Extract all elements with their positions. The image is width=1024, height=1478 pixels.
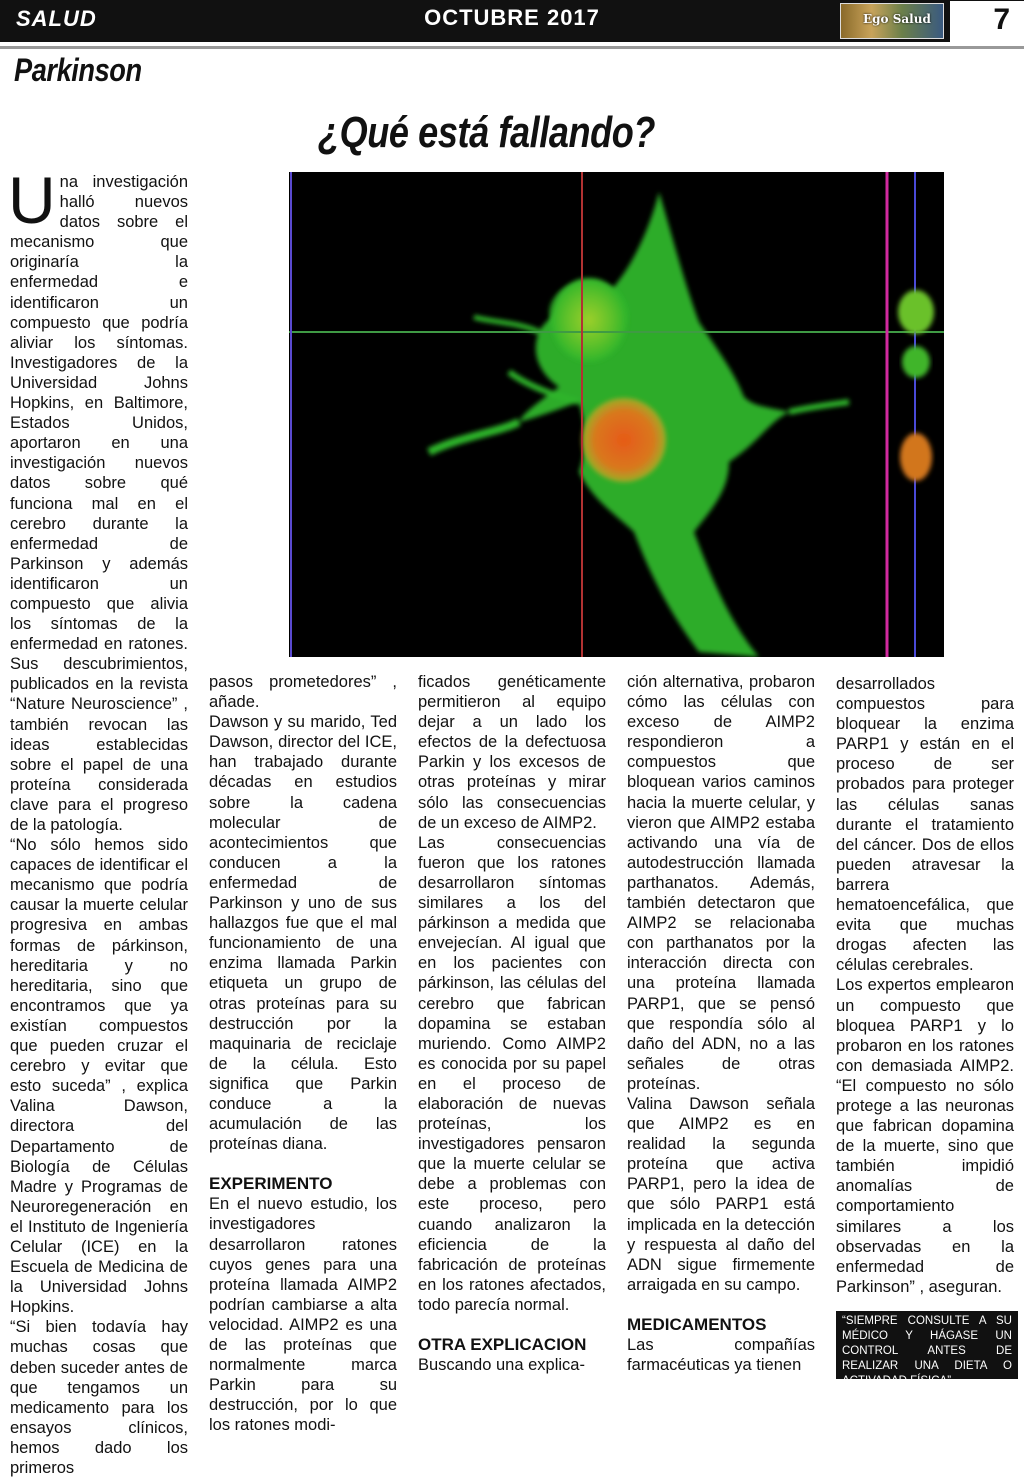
paragraph: na investigación halló nuevos datos sobre el mecanismo que originaría la enfermedad e identificaron un compuesto que podría aliviar los síntomas. Investigadores de la Universidad Johns Hopkins, en Baltimore, Estados Unidos, aportaron en una investigación nuevos datos sobre qué funciona mal en el cerebro durante la enfermedad de Parkinson y además identificaron un compuesto que alivia los síntomas de la enfermedad en ratones. Sus descubrimientos, publicados en la revista “Nature Neuroscience” , también revocan las ideas establecidas sobre el papel de una proteína considerada clave para el progreso de la patología. (10, 173, 188, 834)
article-kicker: Parkinson (14, 52, 142, 88)
paragraph: Las consecuencias fueron que los ratones desarrollaron síntomas similares a los del párkinson a medida que envejecían. Al igual que en los pacientes con párkinson, las células del cerebro que fabrican dopamina se estaban muriendo. Como AIMP2 es conocida por su papel en el proceso de elaboración de nuevas proteínas, los investigadores pensaron que la muerte celular se debe a problemas con este proceso, pero cuando analizaron la eficiencia de la fabricación de proteínas en los ratones afectados, todo parecía normal. (418, 833, 606, 1314)
paragraph: ficados genéticamente permitieron al equipo dejar a un lado los efectos de la defectuosa Parkin y los excesos de otras proteínas y mirar sólo las consecuencias de un exceso de AIMP2. (418, 673, 606, 832)
article-headline: ¿Qué está fallando? (318, 108, 656, 157)
page-header (0, 0, 1024, 42)
paragraph: Los expertos emplearon un compuesto que bloquea PARP1 y lo probaron en los ratones con demasiada AIMP2. “El compuesto no sólo protege a las neuronas que fabrican dopamina de la muerte, sino que también impidió anomalías de comportamiento similares a los observadas en la enfermedad de Parkinson” , aseguran. (836, 976, 1014, 1296)
article-column-2 (209, 672, 397, 1435)
microscopy-photo (289, 172, 944, 657)
paragraph: “No sólo hemos sido capaces de identificar el mecanismo que podría causar la muerte celular progresiva en ambas formas de párkinson, hereditaria y no hereditaria, sino que encontramos que ya existían compuestos que pueden cruzar el cerebro y evitar que esto suceda” , explica Valina Dawson, directora del Departamento de Biología de Células Madre y Programas de Neuroregeneración en el Instituto de Ingeniería Celular (ICE) en la Escuela de Medicina de la Universidad Johns Hopkins. (10, 836, 188, 1317)
paragraph: Buscando una explica- (418, 1356, 585, 1375)
issue-date: OCTUBRE 2017 (424, 5, 600, 30)
paragraph: En el nuevo estudio, los investigadores desarrollaron ratones cuyos genes para una proteína llamada AIMP2 podrían cambiarse a alta velocidad. AIMP2 es una de las proteínas que normalmente marca Parkin para su destrucción, por lo que los ratones modi- (209, 1195, 397, 1435)
section-name: SALUD (16, 6, 97, 31)
paragraph: ción alternativa, probaron cómo las células con exceso de AIMP2 respondieron a compuestos que bloquean varios caminos hacia la muerte celular, y vieron que AIMP2 estaba activando una vía de autodestrucción llamada parthanatos. Además, también detectaron que AIMP2 se relacionaba con parthanatos por la interacción directa con una proteína llamada PARP1, que se pensó que respondía sólo al daño del ADN, no a las señales de otras proteínas. (627, 673, 815, 1093)
paragraph: pasos prometedores” , añade. (209, 673, 397, 712)
page-number-box (950, 0, 1024, 42)
paragraph: “Si bien todavía hay muchas cosas que deben suceder antes de que tengamos un medicamento para los ensayos clínicos, hemos dado los primeros (10, 1318, 188, 1477)
article-column-5 (836, 674, 1014, 1297)
health-notice-box: “SIEMPRE CONSULTE A SU MÉDICO Y HÁGASE UN CONTROL ANTES DE REALIZAR UNA DIETA O ACTIVADAD FÍSICA” (836, 1311, 1018, 1379)
drop-cap: U (8, 163, 56, 237)
subheading-otra-explicacion: OTRA EXPLICACION (418, 1335, 587, 1354)
article-column-1 (8, 163, 188, 1478)
paragraph: Dawson y su marido, Ted Dawson, director del ICE, han trabajado durante décadas en estudios sobre la cadena molecular de acontecimientos que conducen a la enfermedad de Parkinson y uno de sus hallazgos fue que el mal funcionamiento de una enzima llamada Parkin etiqueta un grupo de otras proteínas para su destrucción por la maquinaria de reciclaje de la célula. Esto significa que Parkin conduce a la acumulación de las proteínas diana. (209, 713, 397, 1154)
subheading-experimento: EXPERIMENTO (209, 1174, 333, 1194)
page-number: 7 (993, 3, 1010, 36)
neuron-cells-image (289, 172, 944, 657)
header-rule (0, 46, 1024, 49)
paragraph: Valina Dawson señala que AIMP2 es en realidad la segunda proteína que activa PARP1, pero la idea de que sólo PARP1 está implicada en la detección y respuesta al daño del ADN sigue firmemente arraigada en su campo. (627, 1094, 815, 1294)
publication-logo (840, 3, 944, 39)
article-column-4 (627, 672, 815, 1375)
logo-text: Ego Salud (863, 12, 931, 26)
article-column-3 (418, 672, 606, 1375)
subheading-medicamentos: MEDICAMENTOS (627, 1314, 767, 1334)
paragraph: Las compañías farmacéuticas ya tienen (627, 1336, 815, 1375)
paragraph: desarrollados compuestos para bloquear la enzima PARP1 y están en el proceso de ser probados para proteger las células sanas durante el tratamiento del cáncer. Dos de ellos pueden atravesar la barrera hematoencefálica, que evita que muchas drogas afecten las células cerebrales. (836, 675, 1014, 975)
